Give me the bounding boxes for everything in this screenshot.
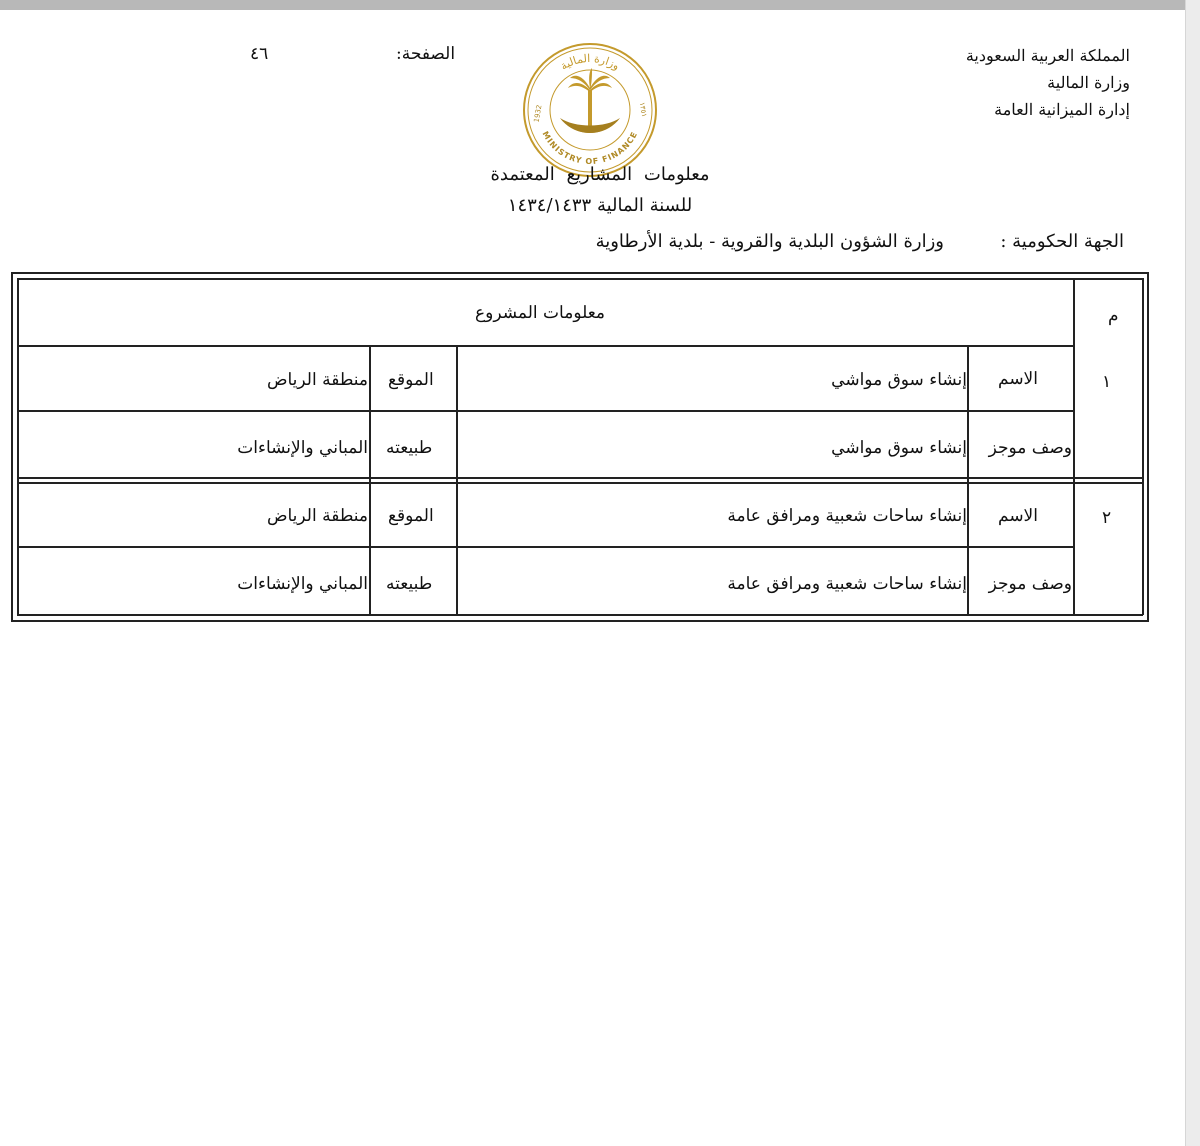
logo-arabic-text: وزارة المالية xyxy=(558,51,623,73)
index-column-header: م xyxy=(1108,306,1119,326)
project-description: إنشاء ساحات شعبية ومرافق عامة xyxy=(727,574,967,594)
row1-mid-rule xyxy=(17,410,1073,412)
logo-year-right: ١٣٥١ xyxy=(637,101,649,118)
name-label: الاسم xyxy=(998,369,1038,389)
name-label: الاسم xyxy=(998,506,1038,526)
ministry-name: وزارة المالية xyxy=(1047,73,1130,92)
row2-mid-rule xyxy=(17,546,1073,548)
table-inner-bottom-rule xyxy=(17,614,1143,616)
document-title: معلومات المشاريع المعتمدة xyxy=(490,164,710,185)
description-label: وصف موجز xyxy=(988,438,1072,458)
nature-label: طبيعته xyxy=(386,574,433,594)
location-label: الموقع xyxy=(388,506,434,526)
row2-top-rule xyxy=(17,482,1143,484)
description-label: وصف موجز xyxy=(988,574,1072,594)
project-index: ١ xyxy=(1102,372,1112,392)
svg-text:MINISTRY OF FINANCE xyxy=(541,130,640,166)
page-number: ٤٦ xyxy=(250,44,269,64)
location-label-rule xyxy=(369,345,371,614)
project-location: منطقة الرياض xyxy=(266,506,368,526)
right-scroll-edge xyxy=(1185,0,1200,1146)
logo-year-left: 1932 xyxy=(532,104,544,124)
project-index: ٢ xyxy=(1102,508,1112,528)
row1-bottom-rule xyxy=(17,477,1143,479)
project-name: إنشاء سوق مواشي xyxy=(831,370,967,390)
project-nature: المباني والإنشاءات xyxy=(237,574,368,594)
project-description: إنشاء سوق مواشي xyxy=(831,438,967,458)
location-label: الموقع xyxy=(388,370,434,390)
projects-table xyxy=(11,272,1149,622)
left-inner-rule xyxy=(17,278,19,615)
value-column-rule xyxy=(456,345,458,614)
table-inner-top-rule xyxy=(17,278,1143,280)
project-location: منطقة الرياض xyxy=(266,370,368,390)
government-entity-label: الجهة الحكومية : xyxy=(1000,231,1124,252)
index-column-rule xyxy=(1073,278,1075,615)
header-bottom-rule xyxy=(17,345,1073,347)
government-entity-value: وزارة الشؤون البلدية والقروية - بلدية الأرطاوية xyxy=(595,231,944,252)
right-inner-rule xyxy=(1142,278,1144,615)
top-border-bar xyxy=(0,0,1200,10)
ministry-logo xyxy=(520,40,660,180)
page-label: الصفحة: xyxy=(396,44,456,64)
project-nature: المباني والإنشاءات xyxy=(237,438,368,458)
fiscal-year-subtitle: للسنة المالية ١٤٣٤/١٤٣٣ xyxy=(507,195,693,216)
project-name: إنشاء ساحات شعبية ومرافق عامة xyxy=(727,506,967,526)
palm-swords-emblem xyxy=(560,68,620,133)
logo-english-text: MINISTRY OF FINANCE xyxy=(540,129,640,167)
kingdom-name: المملكة العربية السعودية xyxy=(965,46,1130,65)
label-column-rule xyxy=(967,345,969,614)
department-name: إدارة الميزانية العامة xyxy=(994,100,1130,119)
nature-label: طبيعته xyxy=(386,438,433,458)
project-info-header: معلومات المشروع xyxy=(475,303,606,323)
header-org-block xyxy=(966,42,1130,123)
